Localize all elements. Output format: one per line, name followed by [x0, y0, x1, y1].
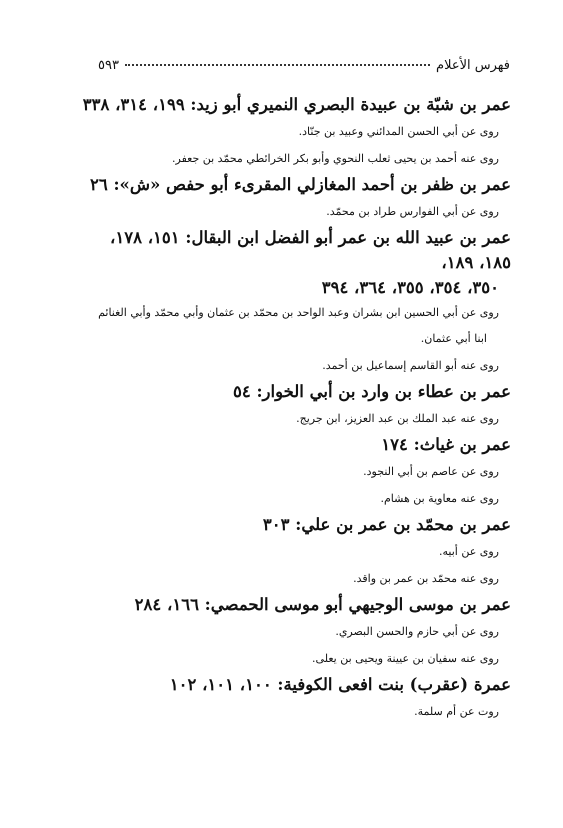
entry-heading-line: عمر بن عبيد الله بن عمر أبو الفضل ابن البقال: ١٥١، ١٧٨، ١٨٥، ١٨٩، [110, 228, 511, 272]
entry-detail: روت عن أم سلمة. [414, 705, 499, 718]
entry-detail: روى عنه عبد الملك بن عبد العزيز، ابن جريج. [296, 412, 499, 425]
running-header [98, 58, 510, 78]
entry-detail: روى عن عاصم بن أبي النجود. [363, 465, 499, 478]
entry-detail-line: روى عن أبي الحسين ابن بشران وعبد الواحد بن محمّد بن عثمان وأبي محمّد وأبي الغنائم [98, 306, 499, 319]
entry-heading: عمر بن غياث: ١٧٤ [381, 435, 511, 454]
entry-detail: روى عنه أبو القاسم إسماعيل بن أحمد. [322, 359, 499, 372]
entry-detail: روى عن أبي الحسن المدائني وعبيد بن جنّاد. [298, 125, 499, 138]
entry-heading: عمر بن ظفر بن أحمد المغازلي المقرىء أبو حفص «ش»: ٢٦ [89, 175, 511, 194]
page-number: ٥٩٣ [98, 58, 119, 73]
entry-detail: روى عنه معاوية بن هشام. [380, 492, 499, 505]
index-entry [82, 92, 511, 172]
entry-heading [88, 225, 511, 300]
index-entry [88, 379, 511, 432]
header-title: فهرس الأعلام [436, 58, 510, 73]
entry-heading-continuation: ٣٥٠، ٣٥٤، ٣٥٥، ٣٦٤، ٣٩٤ [321, 278, 499, 297]
entry-heading: عمر بن عطاء بن وارد بن أبي الخوار: ٥٤ [232, 382, 511, 401]
entry-detail: روى عن أبي حازم والحسن البصري. [335, 625, 499, 638]
header-dot-leader [125, 64, 430, 66]
index-entry [88, 432, 511, 512]
index-entry [88, 172, 511, 225]
index-entry [88, 592, 511, 672]
entry-detail: روى عنه محمّد بن عمر بن واقد. [353, 572, 499, 585]
entry-heading: عمر بن موسى الوجيهي أبو موسى الحمصي: ١٦٦، ٢٨٤ [134, 595, 511, 614]
entry-detail: روى عنه أحمد بن يحيى ثعلب النحوي وأبو بكر الخرائطي محمّد بن جعفر. [172, 152, 499, 165]
entry-detail: روى عن أبي الفوارس طراد بن محمّد. [326, 205, 499, 218]
entry-heading: عمر بن شبّة بن عبيدة البصري النميري أبو زيد: ١٩٩، ٣١٤، ٣٣٨ [82, 95, 511, 114]
entry-heading: عمر بن محمّد بن عمر بن علي: ٣٠٣ [262, 515, 511, 534]
entry-detail-continuation: ابنا أبي عثمان. [420, 332, 487, 345]
entry-heading: عمرة (عقرب) بنت افعى الكوفية: ١٠٠، ١٠١، ١٠٢ [169, 675, 511, 694]
index-entry [88, 672, 511, 725]
entry-detail: روى عن أبيه. [439, 545, 499, 558]
entry-detail: روى عنه سفيان بن عيينة ويحيى بن يعلى. [312, 652, 499, 665]
entry-detail [88, 300, 511, 352]
index-entry [88, 225, 511, 379]
index-entries [82, 92, 511, 725]
index-entry [88, 512, 511, 592]
